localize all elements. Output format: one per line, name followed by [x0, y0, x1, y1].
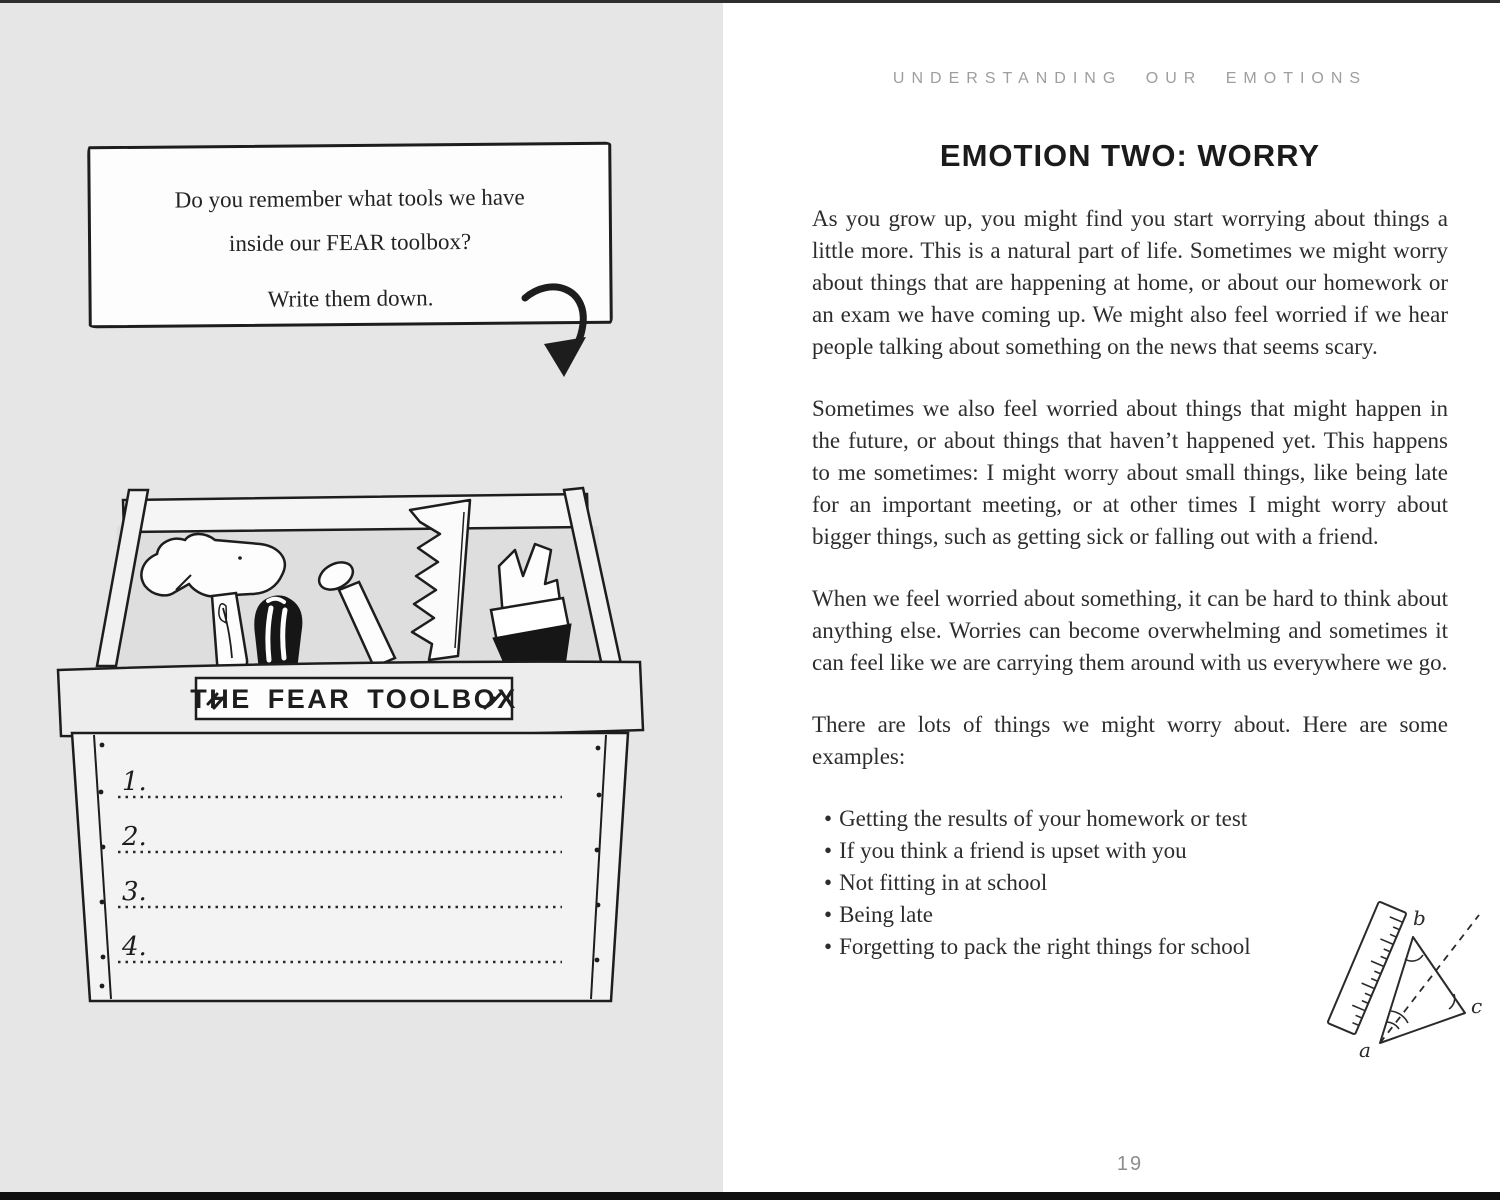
bullet-icon: •: [824, 902, 833, 927]
bullet-icon: •: [824, 806, 833, 831]
list-item: [824, 835, 1448, 867]
prompt-line-1: Do you remember what tools we have: [174, 184, 525, 213]
list-item-text: Forgetting to pack the right things for school: [839, 934, 1251, 959]
screwdriver-icon: [255, 596, 302, 666]
ruler-triangle-illustration: [1325, 895, 1500, 1070]
write-line-number-2: 2.: [122, 822, 147, 852]
triangle-label-b: b: [1413, 906, 1426, 930]
paragraph-2: Sometimes we also feel worried about things that might happen in the future, or about things that haven’t happened yet. This happens to me sometimes: I might worry about small things, like being late for an important meeting, or at other times I might worry about bigger things, such as getting sick or falling out with a friend.: [812, 396, 1448, 549]
list-item: [824, 803, 1448, 835]
bullet-icon: •: [824, 934, 833, 959]
left-page: [0, 3, 723, 1192]
fear-toolbox-illustration: [55, 480, 645, 1015]
body-text-column: [812, 203, 1448, 963]
page-number: 19: [1116, 1153, 1144, 1175]
list-item-text: Getting the results of your homework or test: [839, 806, 1248, 831]
write-line-number-4: 4.: [122, 932, 147, 962]
triangle-label-a: a: [1359, 1038, 1371, 1062]
right-page: [723, 3, 1500, 1192]
bullet-icon: •: [824, 838, 833, 863]
paragraph-4: There are lots of things we might worry about. Here are some examples:: [812, 712, 1448, 769]
bottom-edge-bar: [0, 1192, 1500, 1200]
paragraph-1: As you grow up, you might find you start worrying about things a little more. This is a natural part of life. Sometimes we might worry about things that are happening at home, or about our homework or an exam we have coming up. We might also feel worried if we hear people talking about something on the news that seems scary.: [812, 206, 1448, 359]
toolbox-body: [72, 733, 628, 1001]
triangle-label-c: c: [1471, 994, 1483, 1018]
prompt-line-3: Write them down.: [267, 285, 434, 312]
toolbox-label: THE FEAR TOOLBOX: [190, 684, 518, 714]
list-item-text: Not fitting in at school: [839, 870, 1048, 895]
bullet-icon: •: [824, 870, 833, 895]
ruler-icon: [1327, 901, 1406, 1034]
prompt-line-2: inside our FEAR toolbox?: [228, 228, 472, 257]
running-head: UNDERSTANDING OUR EMOTIONS: [892, 70, 1368, 87]
write-line-number-3: 3.: [122, 877, 147, 907]
write-line-number-1: 1.: [122, 767, 147, 797]
curved-arrow-icon: [515, 280, 615, 385]
arrow-head: [544, 337, 586, 377]
toolbox-nameplate: [190, 678, 518, 719]
list-item-text: If you think a friend is upset with you: [839, 838, 1187, 863]
toolbox-handle-bar: [123, 494, 588, 532]
paragraph-3: When we feel worried about something, it can be hard to think about anything else. Worries can become overwhelming and sometimes it can feel like we are carrying them around with us everywhere we go.: [812, 586, 1448, 675]
list-item-text: Being late: [839, 902, 933, 927]
page-title: EMOTION TWO: WORRY: [939, 138, 1321, 173]
